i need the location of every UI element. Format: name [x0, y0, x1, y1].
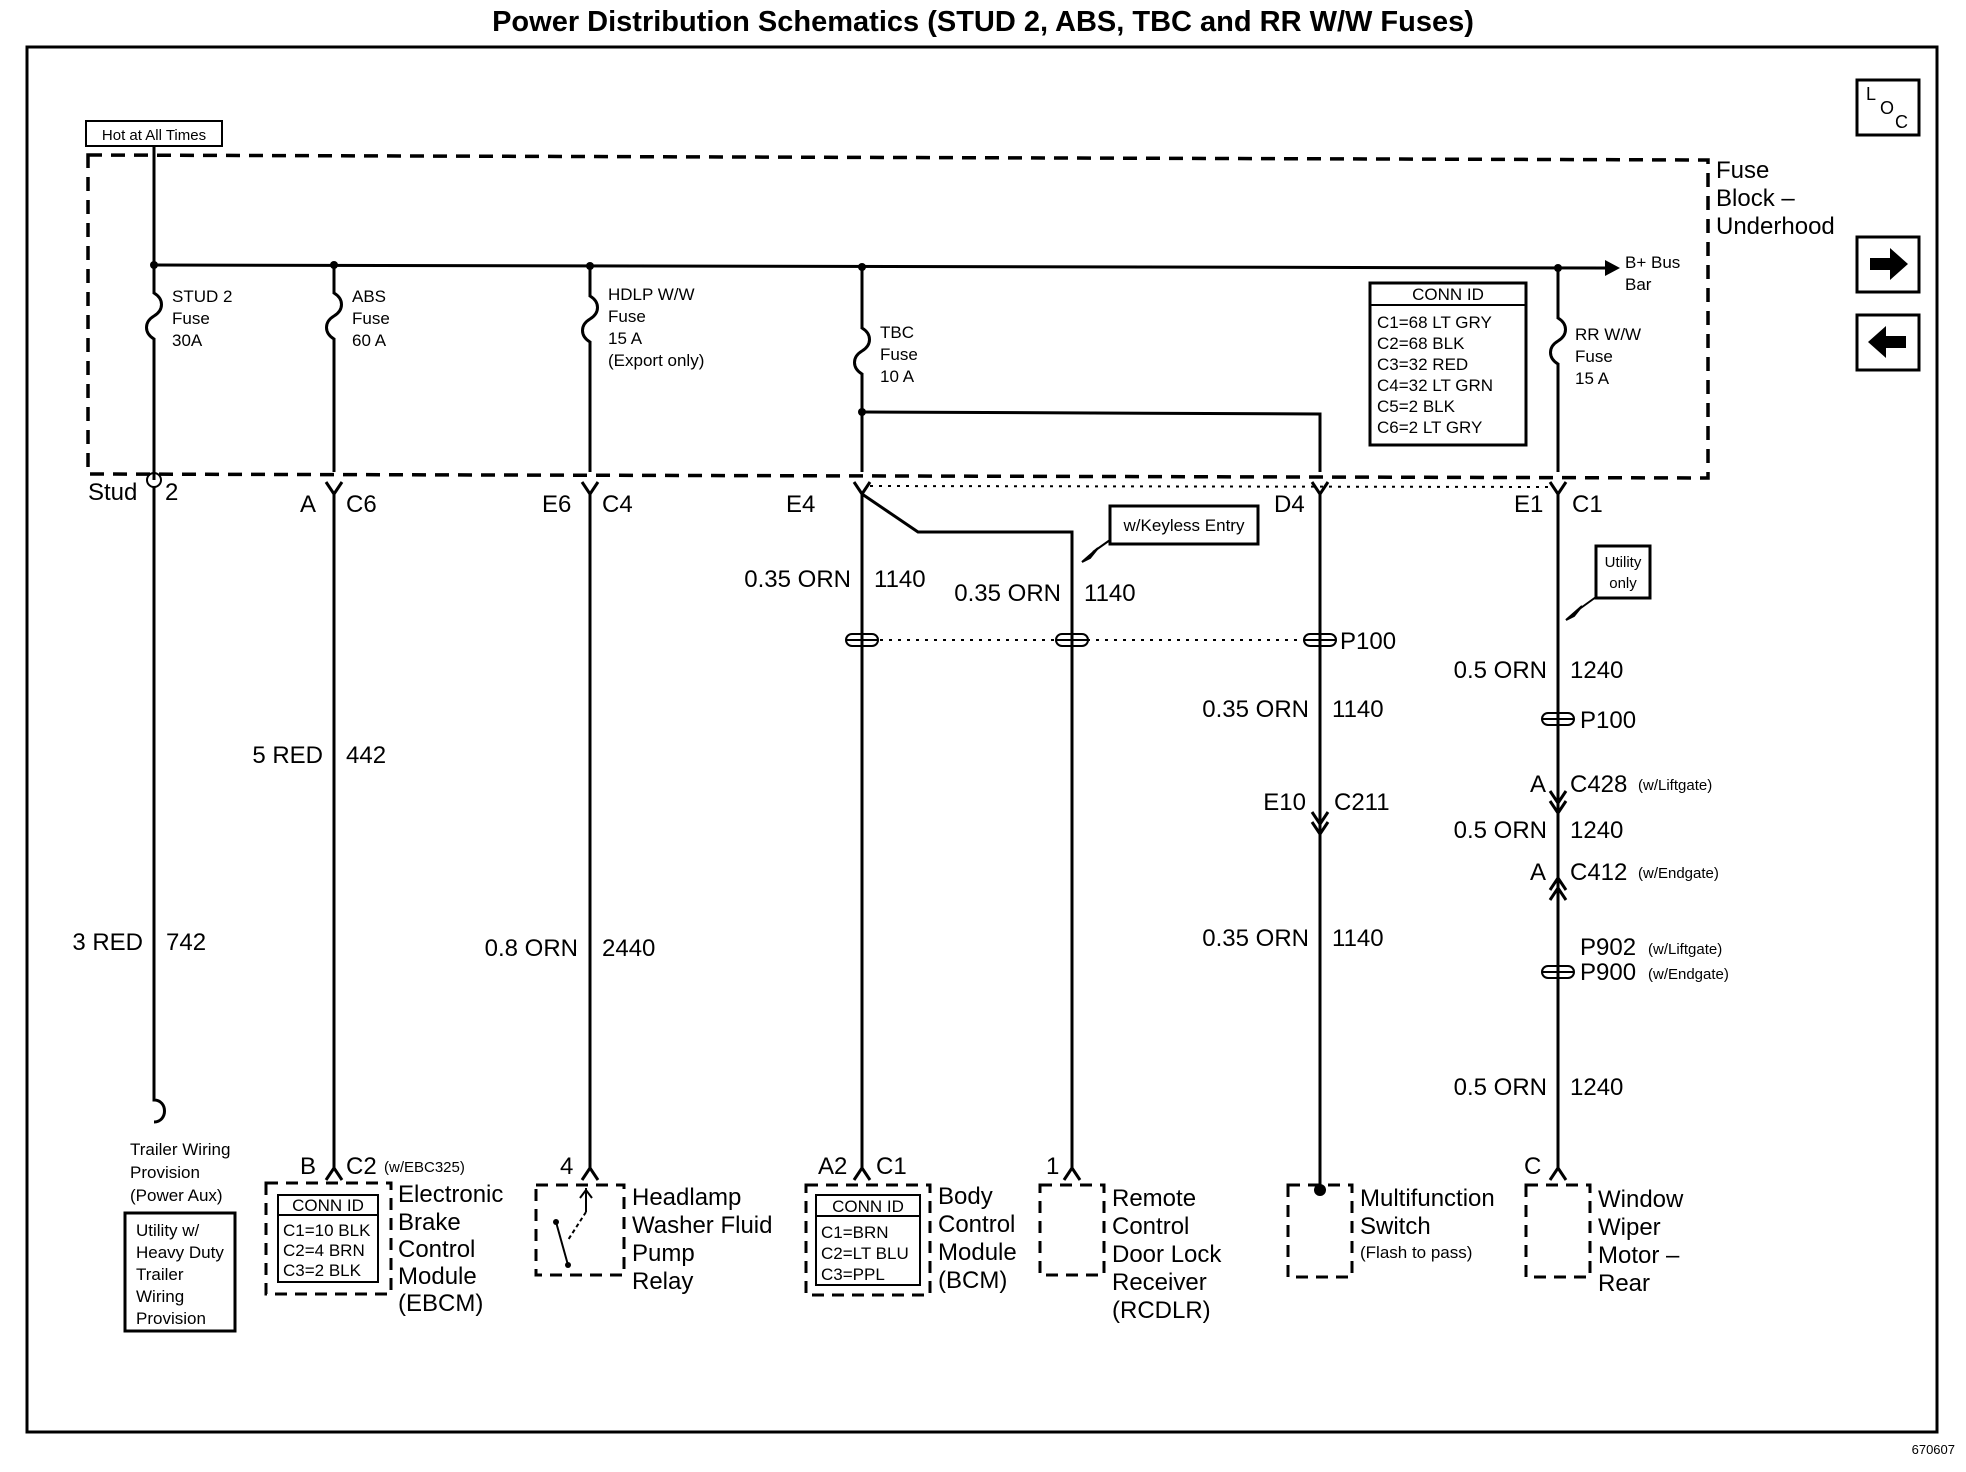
fuse-block-label-2: Block –	[1716, 185, 1795, 212]
location-button[interactable]	[1857, 80, 1919, 135]
tbc-connector-icon	[854, 482, 870, 494]
bus-bar-label-2: Bar	[1625, 275, 1652, 294]
fuse-hdlp-line4: (Export only)	[608, 351, 705, 370]
tbc-pin-label: E4	[786, 491, 816, 518]
tbc-mfs-wire-color-2: 0.35 ORN	[1202, 925, 1309, 952]
fuse-stud2-line1: STUD 2	[172, 287, 233, 306]
rr-connector-icon	[1550, 482, 1566, 494]
hdlp-conn-label: C4	[602, 491, 633, 518]
ebcm-label-4: Module	[398, 1263, 477, 1290]
rcdlr-label-4: Receiver	[1112, 1269, 1207, 1296]
fuse-conn-id-row: C3=32 RED	[1377, 355, 1469, 374]
c428-pin-label: A	[1529, 771, 1546, 798]
fuse-stud2-line2: Fuse	[172, 309, 210, 328]
rr-ww-fuse-symbol	[1551, 268, 1566, 472]
trailer-note-line: Heavy Duty	[136, 1243, 224, 1262]
c412-pin-label: A	[1529, 859, 1546, 886]
loc-o-glyph: O	[1880, 98, 1895, 118]
abs-wire-color: 5 RED	[252, 742, 323, 769]
ebcm-label-5: (EBCM)	[398, 1290, 484, 1317]
figure-number: 670607	[1911, 1442, 1955, 1457]
tbc-bcm-wire-color: 0.35 ORN	[744, 566, 851, 593]
relay-component-outline	[536, 1185, 624, 1275]
bcm-label-3: Module	[938, 1239, 1017, 1266]
rcdlr-label-2: Control	[1112, 1213, 1190, 1240]
rr-wire-color-1: 0.5 ORN	[1453, 657, 1547, 684]
rcdlr-connector-icon	[1064, 1168, 1080, 1180]
hdlp-wire-circuit: 2440	[602, 935, 656, 962]
rr-wire-circuit-1: 1240	[1570, 657, 1624, 684]
trailer-label-1: Trailer Wiring	[130, 1140, 231, 1159]
ebcm-label-1: Electronic	[398, 1181, 504, 1208]
tbc-mfs-wire-circuit-1: 1140	[1332, 696, 1384, 723]
stud-number: 2	[165, 479, 179, 506]
p902-note: (w/Liftgate)	[1648, 941, 1723, 958]
fuse-rrww-line2: Fuse	[1575, 347, 1613, 366]
tbc-junction-dot	[858, 408, 866, 416]
tbc-rcdlr-wire-color: 0.35 ORN	[954, 580, 1061, 607]
rcdlr-label-1: Remote	[1112, 1185, 1197, 1212]
ebcm-label-3: Control	[398, 1236, 476, 1263]
bus-bar-label-1: B+ Bus	[1625, 253, 1681, 272]
tbc-fuse-symbol	[855, 267, 870, 472]
rr-wire-color-2: 0.5 ORN	[1453, 817, 1547, 844]
d4-pin-label: D4	[1274, 491, 1305, 518]
wiper-label-2: Wiper	[1598, 1214, 1661, 1241]
bcm-conn-id-row: C2=LT BLU	[821, 1244, 909, 1263]
hdlp-ww-fuse-symbol	[583, 266, 598, 472]
tbc-rcdlr-wire-circuit: 1140	[1084, 580, 1136, 607]
utility-arrow-icon	[1566, 606, 1582, 620]
ebcm-label-2: Brake	[398, 1209, 461, 1236]
ebcm-conn-note: (w/EBC325)	[384, 1159, 465, 1176]
ebcm-conn-id-row: C3=2 BLK	[283, 1261, 361, 1280]
rr-wire-color-3: 0.5 ORN	[1453, 1074, 1547, 1101]
hdlp-pin-label: E6	[542, 491, 572, 518]
mfs-component-outline	[1288, 1185, 1352, 1277]
ebcm-pin-label: B	[300, 1153, 317, 1180]
utility-only-note-2: only	[1609, 575, 1637, 592]
c412-label: C412	[1570, 859, 1628, 886]
fuse-block-label-3: Underhood	[1716, 213, 1835, 240]
keyless-arrow-icon	[1082, 548, 1098, 562]
fuse-conn-id-row: C5=2 BLK	[1377, 397, 1455, 416]
fuse-tbc-line2: Fuse	[880, 345, 918, 364]
c428-note: (w/Liftgate)	[1638, 777, 1713, 794]
fuse-rrww-line1: RR W/W	[1575, 325, 1642, 344]
c428-label: C428	[1570, 771, 1628, 798]
bcm-label-2: Control	[938, 1211, 1016, 1238]
c211-pin-label: E10	[1263, 789, 1306, 816]
tbc-mfs-wire-circuit-2: 1140	[1332, 925, 1384, 952]
tbc-d4-branch-wire	[862, 412, 1320, 472]
abs-fuse-symbol	[327, 265, 342, 472]
trailer-note-line: Wiring	[136, 1287, 185, 1306]
bcm-conn-id-row: C1=BRN	[821, 1223, 889, 1242]
tbc-bcm-wire-circuit: 1140	[874, 566, 926, 593]
relay-switch-icon	[556, 1222, 568, 1265]
hdlp-connector-icon	[582, 482, 598, 494]
bus-bar-arrow-icon	[1605, 260, 1620, 276]
fuse-abs-line2: Fuse	[352, 309, 390, 328]
stud2-fuse-symbol	[147, 265, 162, 480]
utility-only-note-1: Utility	[1604, 554, 1642, 571]
ebcm-conn-id-header: CONN ID	[292, 1196, 364, 1215]
p900-note: (w/Endgate)	[1648, 966, 1729, 983]
connector-boundary-dotted	[870, 486, 1550, 487]
relay-connector-icon	[582, 1168, 598, 1180]
wiper-label-1: Window	[1598, 1186, 1684, 1213]
rr-wire-circuit-2: 1240	[1570, 817, 1624, 844]
c211-label: C211	[1334, 789, 1390, 816]
stud2-wire-color: 3 RED	[72, 929, 143, 956]
ebcm-conn-id-row: C2=4 BRN	[283, 1241, 365, 1260]
ebcm-conn-label: C2	[346, 1153, 377, 1180]
rcdlr-component-outline	[1040, 1185, 1104, 1275]
wiper-label-3: Motor –	[1598, 1242, 1680, 1269]
wiper-pin-label: C	[1524, 1153, 1542, 1180]
loc-l-glyph: L	[1866, 84, 1877, 104]
rr-conn-label: C1	[1572, 491, 1603, 518]
p100-tbc-label: P100	[1340, 628, 1397, 655]
bcm-connector-icon	[854, 1168, 870, 1180]
fuse-block-label-1: Fuse	[1716, 157, 1770, 184]
bcm-label-4: (BCM)	[938, 1267, 1008, 1294]
relay-label-3: Pump	[632, 1240, 695, 1267]
trailer-note-line: Utility w/	[136, 1221, 200, 1240]
stud-label: Stud	[88, 479, 138, 506]
fuse-abs-line3: 60 A	[352, 331, 387, 350]
mfs-label-3: (Flash to pass)	[1360, 1243, 1473, 1262]
c412-note: (w/Endgate)	[1638, 865, 1719, 882]
trailer-label-3: (Power Aux)	[130, 1186, 223, 1205]
abs-connector-icon	[326, 482, 342, 494]
wiper-label-4: Rear	[1598, 1270, 1651, 1297]
fuse-hdlp-line2: Fuse	[608, 307, 646, 326]
trailer-note-line: Trailer	[136, 1265, 184, 1284]
b-plus-bus-bar	[154, 265, 1605, 268]
next-page-button[interactable]	[1857, 237, 1919, 292]
relay-pin-label: 4	[560, 1153, 574, 1180]
relay-label-4: Relay	[632, 1268, 694, 1295]
ebcm-conn-id-row: C1=10 BLK	[283, 1221, 371, 1240]
abs-pin-label: A	[300, 491, 317, 518]
stud2-wire	[154, 487, 165, 1122]
fuse-conn-id-header: CONN ID	[1412, 285, 1484, 304]
tbc-mfs-wire-color-1: 0.35 ORN	[1202, 696, 1309, 723]
bcm-conn-id-row: C3=PPL	[821, 1265, 885, 1284]
keyless-entry-note: w/Keyless Entry	[1123, 516, 1245, 535]
bcm-label-1: Body	[938, 1183, 993, 1210]
wiper-component-outline	[1526, 1185, 1590, 1277]
rr-pin-label: E1	[1514, 491, 1544, 518]
fuse-stud2-line3: 30A	[172, 331, 203, 350]
hdlp-wire-color: 0.8 ORN	[484, 935, 578, 962]
relay-link-icon	[568, 1212, 586, 1240]
fuse-hdlp-line3: 15 A	[608, 329, 643, 348]
bcm-conn-label: C1	[876, 1153, 907, 1180]
stud2-wire-circuit: 742	[166, 929, 207, 956]
relay-label-2: Washer Fluid	[632, 1212, 773, 1239]
fuse-conn-id-row: C2=68 BLK	[1377, 334, 1465, 353]
mfs-label-1: Multifunction	[1360, 1185, 1495, 1212]
fuse-conn-id-row: C1=68 LT GRY	[1377, 313, 1492, 332]
ebcm-connector-icon	[326, 1168, 342, 1180]
rcdlr-pin-label: 1	[1046, 1153, 1060, 1180]
loc-c-glyph: C	[1895, 112, 1908, 132]
hot-at-all-times-label: Hot at All Times	[101, 127, 207, 144]
p100-rr-label: P100	[1580, 707, 1637, 734]
abs-wire-circuit: 442	[346, 742, 387, 769]
d4-connector-icon	[1312, 482, 1328, 494]
rcdlr-label-3: Door Lock	[1112, 1241, 1222, 1268]
fuse-abs-line1: ABS	[352, 287, 387, 306]
relay-coil-arrow-icon	[580, 1188, 592, 1212]
fuse-tbc-line1: TBC	[880, 323, 914, 342]
fuse-tbc-line3: 10 A	[880, 367, 915, 386]
p902-label: P902	[1580, 934, 1637, 961]
rcdlr-label-5: (RCDLR)	[1112, 1297, 1211, 1324]
mfs-label-2: Switch	[1360, 1213, 1431, 1240]
trailer-label-2: Provision	[130, 1163, 200, 1182]
relay-label-1: Headlamp	[632, 1184, 742, 1211]
bcm-conn-id-header: CONN ID	[832, 1197, 904, 1216]
previous-page-button[interactable]	[1857, 315, 1919, 370]
fuse-conn-id-row: C4=32 LT GRN	[1377, 376, 1494, 395]
page-title: Power Distribution Schematics (STUD 2, ABS, TBC and RR W/W Fuses)	[492, 6, 1474, 38]
abs-conn-label: C6	[346, 491, 377, 518]
rr-wire-circuit-3: 1240	[1570, 1074, 1624, 1101]
p900-label: P900	[1580, 959, 1637, 986]
wiper-connector-icon	[1550, 1168, 1566, 1180]
fuse-hdlp-line1: HDLP W/W	[608, 285, 695, 304]
trailer-note-line: Provision	[136, 1309, 206, 1328]
fuse-conn-id-row: C6=2 LT GRY	[1377, 418, 1483, 437]
fuse-rrww-line3: 15 A	[1575, 369, 1610, 388]
bcm-pin-label: A2	[818, 1153, 848, 1180]
